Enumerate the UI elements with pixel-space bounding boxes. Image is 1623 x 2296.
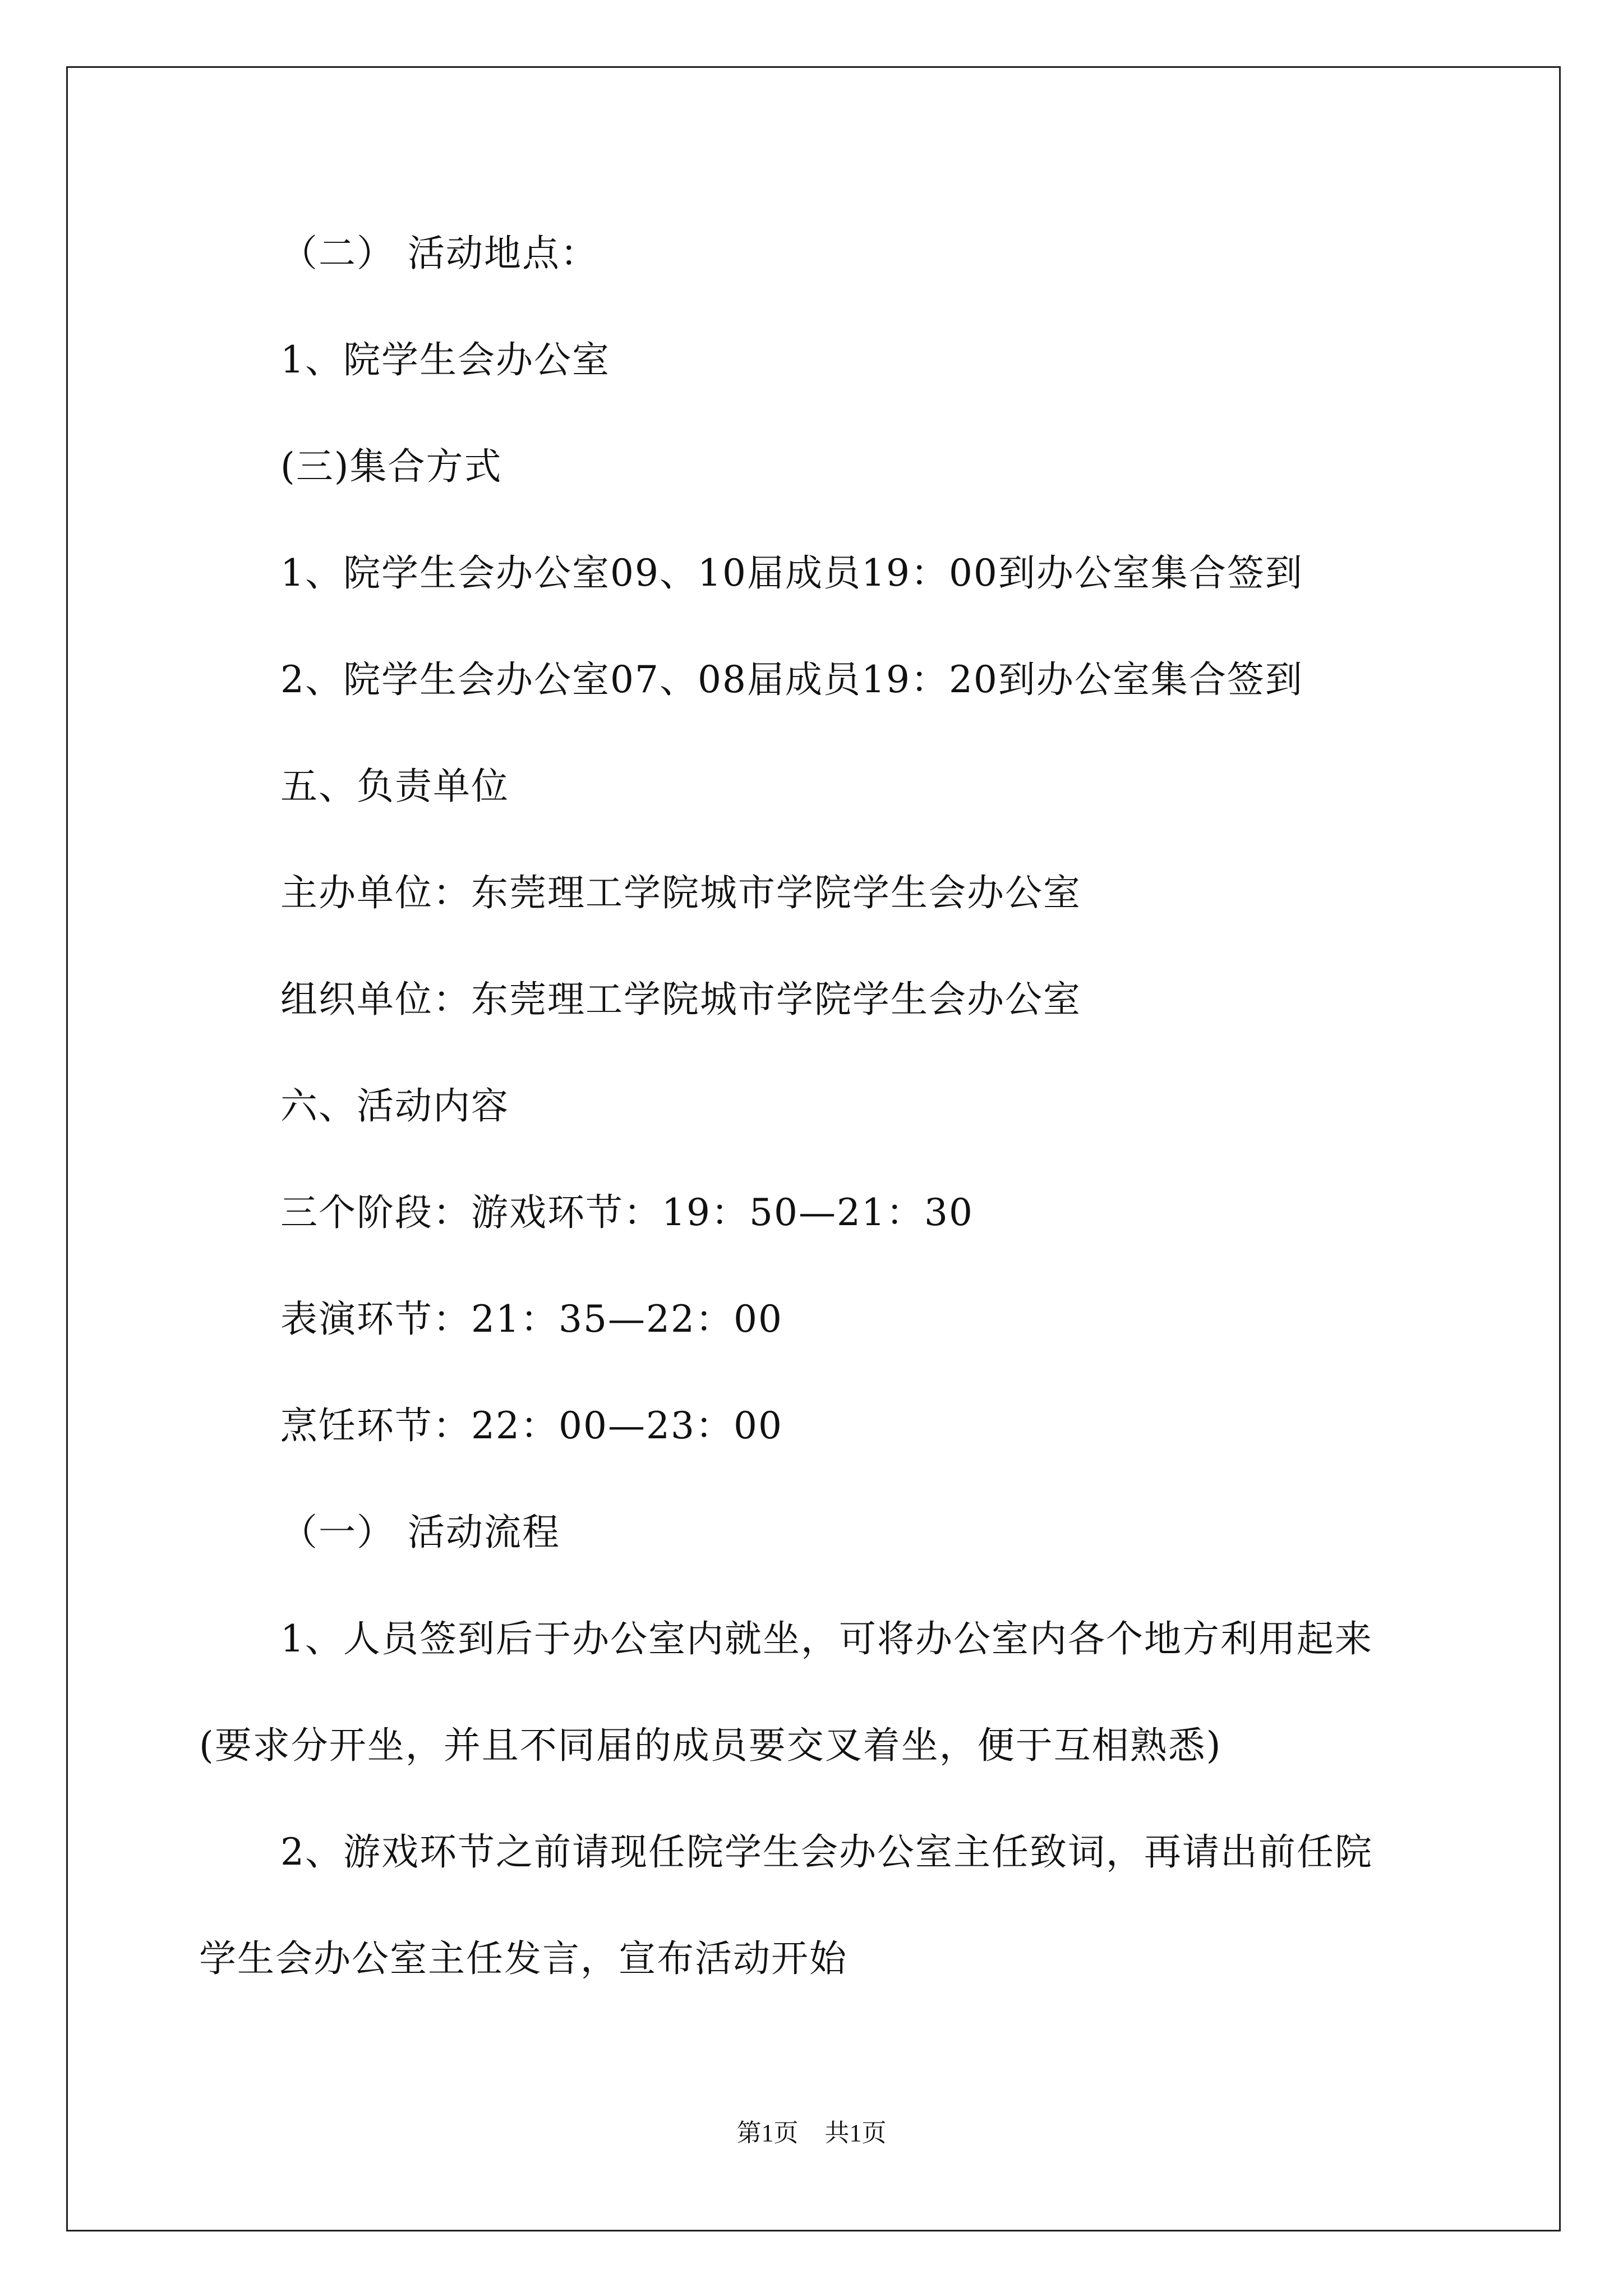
paragraph-line: 学生会办公室主任发言，宣布活动开始: [199, 1937, 847, 1980]
paragraph-line: 烹饪环节：22：00—23：00: [280, 1404, 783, 1447]
page-total: 共1页: [824, 2119, 887, 2147]
section-heading-process: （一） 活动流程: [280, 1511, 560, 1554]
page-number: 第1页: [736, 2119, 799, 2147]
paragraph-line: 2、游戏环节之前请现任院学生会办公室主任致词，再请出前任院: [280, 1830, 1373, 1874]
section-heading-responsible-units: 五、负责单位: [280, 765, 509, 808]
paragraph-line: 表演环节：21：35—22：00: [280, 1297, 783, 1341]
page-footer: [0, 2118, 1623, 2149]
paragraph-line: (要求分开坐，并且不同届的成员要交叉着坐，便于互相熟悉): [199, 1724, 1222, 1767]
paragraph-line: 三个阶段：游戏环节：19：50—21：30: [280, 1191, 974, 1234]
paragraph-line: 组织单位：东莞理工学院城市学院学生会办公室: [280, 978, 1081, 1021]
paragraph-line: 1、院学生会办公室: [280, 338, 610, 381]
section-heading-assembly: (三)集合方式: [280, 445, 502, 488]
paragraph-line: 1、院学生会办公室09、10届成员19：00到办公室集合签到: [280, 551, 1303, 595]
section-heading-activity-content: 六、活动内容: [280, 1084, 509, 1128]
paragraph-line: 2、院学生会办公室07、08届成员19：20到办公室集合签到: [280, 658, 1303, 701]
paragraph-line: 1、人员签到后于办公室内就坐，可将办公室内各个地方利用起来: [280, 1617, 1373, 1660]
section-heading-location: （二） 活动地点：: [280, 232, 598, 275]
paragraph-line: 主办单位：东莞理工学院城市学院学生会办公室: [280, 871, 1081, 914]
page-border: [66, 66, 1561, 2231]
